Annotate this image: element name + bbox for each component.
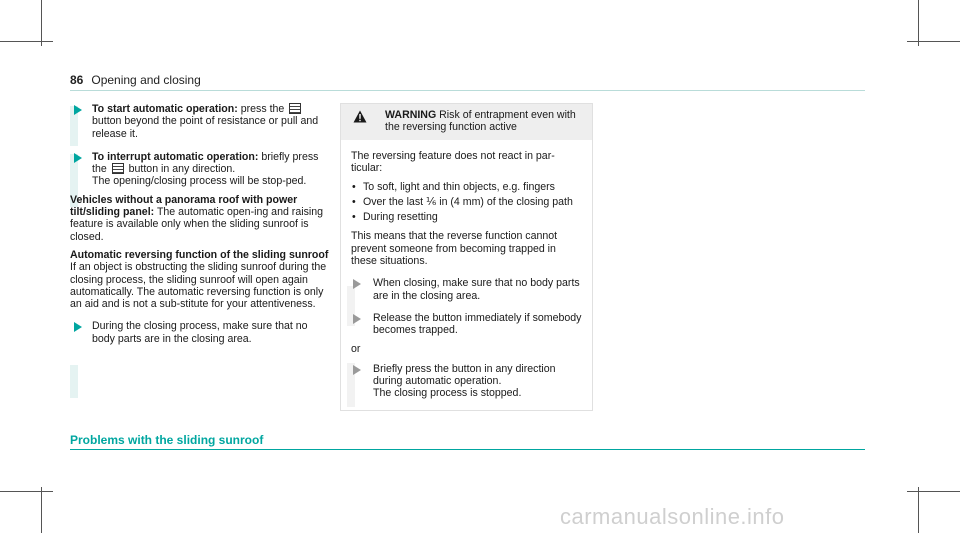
step-label: To start automatic operation: (92, 103, 238, 115)
arrow-right-icon (74, 322, 82, 332)
crop-mark (0, 41, 53, 42)
warning-triangle-icon (353, 110, 367, 123)
list-item: • To soft, light and thin objects, e.g. fingers (351, 181, 582, 193)
warning-body (341, 140, 592, 400)
crop-mark (0, 491, 53, 492)
step-text: briefly press the (92, 150, 319, 176)
warning-title: Risk of entrapment even with the reversing function active (385, 109, 576, 134)
arrow-right-icon (74, 153, 82, 163)
switch-button-icon (289, 103, 301, 114)
warning-step (351, 277, 582, 302)
arrow-right-icon (74, 105, 82, 115)
warning-box (340, 103, 593, 411)
crop-mark (918, 0, 919, 46)
crop-mark (907, 491, 960, 492)
warning-header (341, 104, 592, 140)
warning-label: WARNING (385, 109, 437, 121)
crop-mark (41, 487, 42, 533)
subheading: Automatic reversing function of the sliding sunroof (70, 248, 329, 261)
crop-mark (918, 487, 919, 533)
paragraph-text: The automatic open-ing and raising feature is available only when the sliding sunroof is closed. (70, 206, 324, 243)
instruction-step (70, 103, 332, 140)
instruction-step (70, 320, 332, 345)
warning-step (351, 363, 582, 400)
warning-consequence: This means that the reverse function cannot prevent someone from becoming trapped in these situations. (351, 230, 558, 268)
panorama-paragraph (70, 194, 332, 243)
reversing-paragraph: If an object is obstructing the sliding sunroof during the closing process, the sliding sunroof will open again automatically. The automatic reversing function is only an aid and is not a sub-stitute for your attentiveness. (70, 261, 327, 311)
crop-mark (907, 41, 960, 42)
step-label: To interrupt automatic operation: (92, 150, 259, 163)
step-text: Release the button immediately if somebody becomes trapped. (373, 311, 582, 337)
warning-intro: The reversing feature does not react in par-ticular: (351, 150, 555, 175)
list-item: • Over the last ⅙ in (4 mm) of the closing path (351, 196, 582, 208)
instruction-step (70, 151, 332, 188)
warning-bullet-list (351, 181, 582, 224)
step-text: press the (240, 103, 285, 115)
step-result: The opening/closing process will be stop-ped. (92, 175, 307, 188)
or-separator: or (351, 342, 361, 355)
step-text: During the closing process, make sure that no body parts are in the closing area. (92, 320, 308, 345)
page-header (70, 73, 201, 87)
section-rule (70, 449, 865, 450)
page-number: 86 (70, 73, 84, 87)
header-rule (70, 90, 865, 91)
list-item: • During resetting (351, 211, 582, 223)
step-stripe (70, 365, 78, 398)
step-result: The closing process is stopped. (373, 387, 522, 400)
arrow-right-icon (353, 314, 361, 324)
arrow-right-icon (353, 365, 361, 375)
paragraph-label: Vehicles without a panorama roof with power tilt/sliding panel: (70, 193, 298, 219)
arrow-right-icon (353, 279, 361, 289)
warning-step (351, 312, 582, 337)
crop-mark (41, 0, 42, 46)
step-text: Briefly press the button in any direction during automatic operation. (373, 362, 556, 388)
step-text: When closing, make sure that no body parts are in the closing area. (373, 277, 580, 302)
switch-button-icon (112, 163, 124, 174)
step-text: button beyond the point of resistance or pull and release it. (92, 115, 319, 140)
watermark: carmanualsonline.info (560, 504, 785, 529)
left-column (70, 103, 332, 356)
section-title: Problems with the sliding sunroof (70, 433, 264, 447)
chapter-title: Opening and closing (91, 73, 201, 87)
step-text: button in any direction. (128, 163, 236, 176)
